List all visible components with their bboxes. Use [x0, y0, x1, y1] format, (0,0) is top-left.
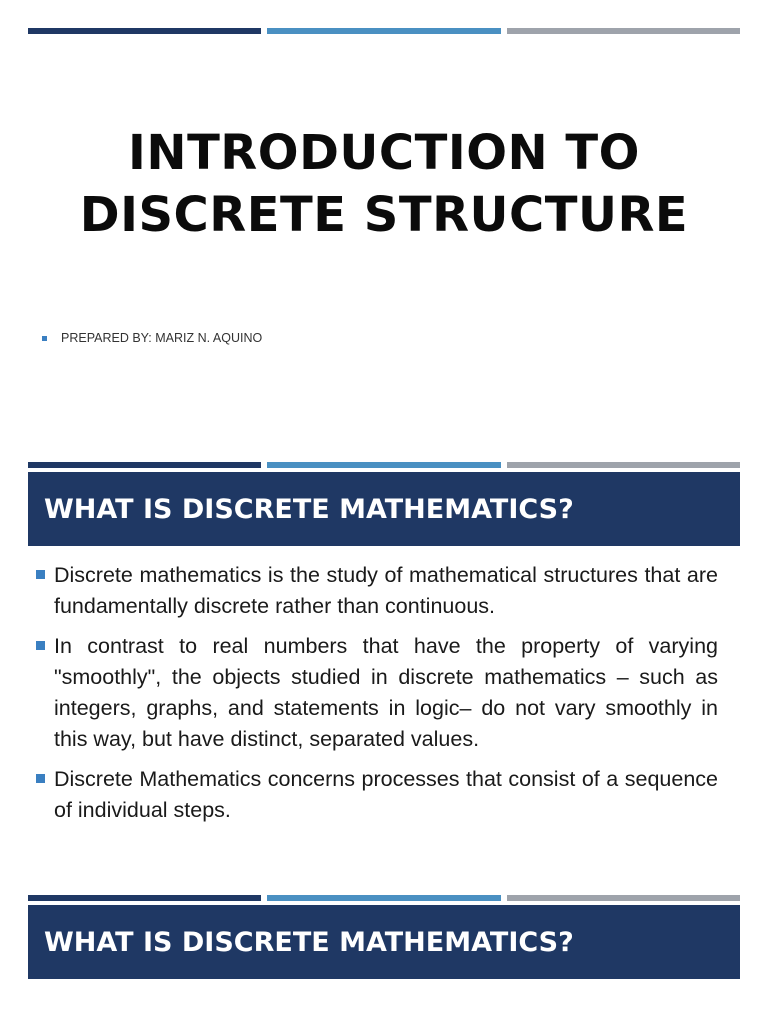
list-item-text: In contrast to real numbers that have the property of varying "smoothly", the objects studied in discrete mathematics – such as integers, graphs, and statements in logic– do not vary smoothly in this way, but have distinct, separated values.	[54, 634, 718, 751]
top-accent-stripes	[28, 28, 740, 34]
title-slide	[0, 0, 768, 450]
top-accent-stripes	[28, 895, 740, 901]
stripe-gray	[507, 462, 740, 468]
stripe-gray	[507, 28, 740, 34]
list-item-text: Discrete Mathematics concerns processes that consist of a sequence of individual steps.	[54, 767, 718, 822]
list-item	[36, 631, 718, 755]
prepared-by-text: PREPARED BY: MARIZ N. AQUINO	[61, 331, 263, 345]
stripe-dark	[28, 895, 261, 901]
slide-title	[0, 122, 768, 246]
list-item	[36, 560, 718, 622]
content-slide	[0, 878, 768, 1024]
slide-header	[28, 905, 740, 979]
bullet-list	[36, 560, 718, 835]
square-bullet-icon	[36, 570, 45, 579]
square-bullet-icon	[42, 336, 47, 341]
list-item	[36, 764, 718, 826]
slide-header-title: WHAT IS DISCRETE MATHEMATICS?	[44, 926, 574, 958]
slide-header	[28, 472, 740, 546]
stripe-mid	[267, 462, 500, 468]
content-slide	[0, 450, 768, 878]
square-bullet-icon	[36, 641, 45, 650]
title-line-1: INTRODUCTION TO	[128, 125, 640, 181]
list-item-text: Discrete mathematics is the study of mathematical structures that are fundamentally discrete rather than continuous.	[54, 563, 718, 618]
square-bullet-icon	[36, 774, 45, 783]
stripe-mid	[267, 895, 500, 901]
prepared-by	[42, 331, 262, 345]
stripe-dark	[28, 462, 261, 468]
top-accent-stripes	[28, 462, 740, 468]
stripe-dark	[28, 28, 261, 34]
slide-header-title: WHAT IS DISCRETE MATHEMATICS?	[44, 493, 574, 525]
title-line-2: DISCRETE STRUCTURE	[79, 187, 689, 243]
stripe-mid	[267, 28, 500, 34]
stripe-gray	[507, 895, 740, 901]
